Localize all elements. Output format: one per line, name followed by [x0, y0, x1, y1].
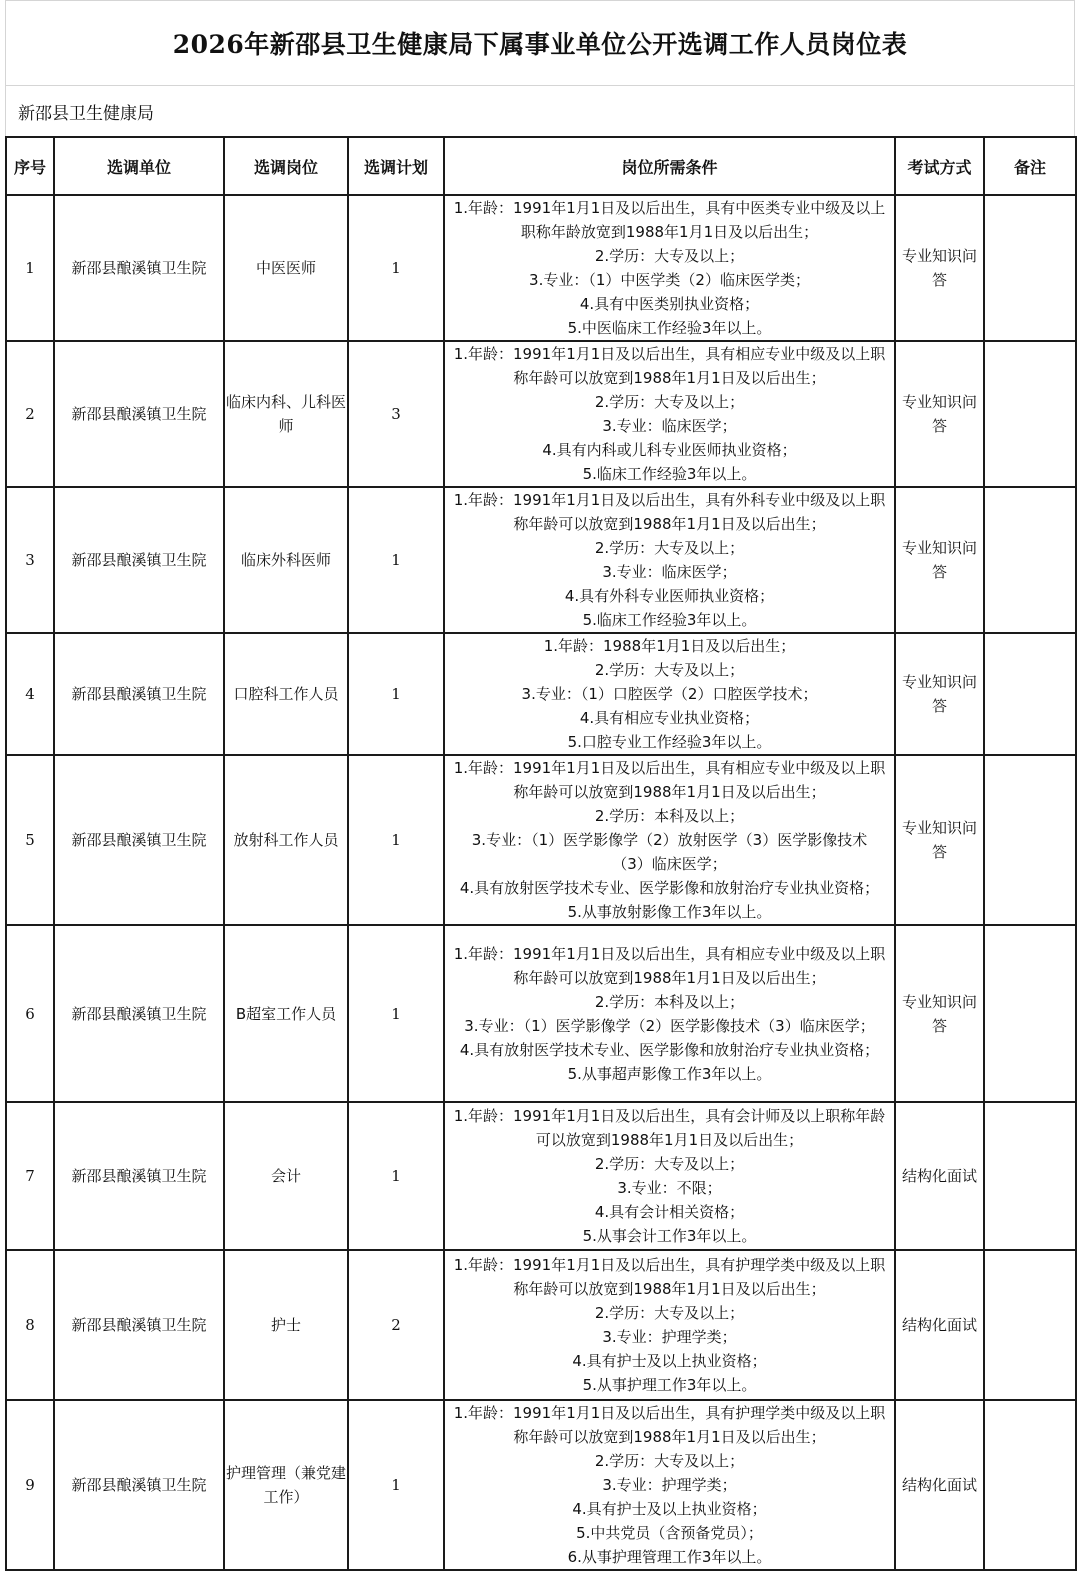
condition-line: 称年龄可以放宽到1988年1月1日及以后出生； — [513, 369, 826, 387]
condition-line: 1.年龄：1991年1月1日及以后出生，具有会计师及以上职称年龄 — [453, 1107, 886, 1125]
row-plan: 2 — [348, 1250, 444, 1400]
condition-line: 1.年龄：1991年1月1日及以后出生，具有外科专业中级及以上职 — [453, 491, 886, 509]
condition-line: 4.具有中医类别执业资格； — [579, 295, 760, 313]
row-remark — [984, 633, 1076, 755]
row-conditions — [444, 755, 895, 925]
condition-line: 5.口腔专业工作经验3年以上。 — [567, 733, 772, 751]
header-seq: 序号 — [6, 137, 54, 195]
table-row — [6, 1102, 1076, 1250]
table-row — [6, 487, 1076, 633]
condition-line: 3.专业：临床医学； — [602, 417, 737, 435]
row-position: 护理管理（兼党建工作） — [224, 1400, 348, 1570]
condition-line: 5.临床工作经验3年以上。 — [582, 465, 757, 483]
row-exam: 专业知识问答 — [895, 195, 984, 341]
table-row — [6, 755, 1076, 925]
condition-line: 2.学历：大专及以上； — [594, 1155, 745, 1173]
row-seq: 6 — [6, 925, 54, 1102]
table-row — [6, 341, 1076, 487]
row-unit: 新邵县酿溪镇卫生院 — [54, 1102, 224, 1250]
row-position: 中医医师 — [224, 195, 348, 341]
condition-line: 称年龄可以放宽到1988年1月1日及以后出生； — [513, 515, 826, 533]
row-conditions — [444, 1400, 895, 1570]
condition-line: 2.学历：大专及以上； — [594, 247, 745, 265]
condition-line: 职称年龄放宽到1988年1月1日及以后出生； — [520, 223, 819, 241]
row-unit: 新邵县酿溪镇卫生院 — [54, 341, 224, 487]
row-conditions — [444, 1102, 895, 1250]
row-seq: 3 — [6, 487, 54, 633]
condition-line: 3.专业：不限； — [617, 1179, 722, 1197]
row-plan: 1 — [348, 755, 444, 925]
condition-line: 3.专业：（1）医学影像学（2）放射医学（3）医学影像技术 — [471, 831, 868, 849]
document-title: 2026年新邵县卫生健康局下属事业单位公开选调工作人员岗位表 — [5, 0, 1075, 86]
table-row — [6, 195, 1076, 341]
row-position: 护士 — [224, 1250, 348, 1400]
row-exam: 专业知识问答 — [895, 341, 984, 487]
condition-line: 1.年龄：1991年1月1日及以后出生，具有相应专业中级及以上职 — [453, 759, 886, 777]
condition-line: 2.学历：本科及以上； — [594, 807, 745, 825]
row-unit: 新邵县酿溪镇卫生院 — [54, 755, 224, 925]
condition-line: 1.年龄：1991年1月1日及以后出生，具有相应专业中级及以上职 — [453, 944, 886, 963]
row-exam: 专业知识问答 — [895, 925, 984, 1102]
row-seq: 4 — [6, 633, 54, 755]
job-table-sheet — [5, 0, 1075, 1564]
condition-line: 称年龄可以放宽到1988年1月1日及以后出生； — [513, 783, 826, 801]
condition-line: 5.从事超声影像工作3年以上。 — [567, 1064, 772, 1083]
condition-line: 3.专业：临床医学； — [602, 563, 737, 581]
table-row — [6, 925, 1076, 1102]
row-remark — [984, 195, 1076, 341]
row-unit: 新邵县酿溪镇卫生院 — [54, 1250, 224, 1400]
row-remark — [984, 487, 1076, 633]
row-conditions — [444, 1250, 895, 1400]
header-conditions: 岗位所需条件 — [444, 137, 895, 195]
header-unit: 选调单位 — [54, 137, 224, 195]
row-plan: 1 — [348, 1102, 444, 1250]
row-seq: 8 — [6, 1250, 54, 1400]
row-exam: 结构化面试 — [895, 1102, 984, 1250]
row-conditions — [444, 195, 895, 341]
row-position: 口腔科工作人员 — [224, 633, 348, 755]
condition-line: 1.年龄：1991年1月1日及以后出生，具有护理学类中级及以上职 — [453, 1404, 886, 1422]
condition-line: 4.具有外科专业医师执业资格； — [564, 587, 775, 605]
row-seq: 7 — [6, 1102, 54, 1250]
row-seq: 5 — [6, 755, 54, 925]
condition-line: 4.具有放射医学技术专业、医学影像和放射治疗专业执业资格； — [459, 879, 880, 897]
row-remark — [984, 1102, 1076, 1250]
row-exam: 专业知识问答 — [895, 487, 984, 633]
condition-line: 3.专业：（1）口腔医学（2）口腔医学技术； — [521, 685, 818, 703]
condition-line: 称年龄可以放宽到1988年1月1日及以后出生； — [513, 1280, 826, 1298]
condition-line: 3.专业：护理学类； — [602, 1476, 737, 1494]
condition-line: 5.中医临床工作经验3年以上。 — [567, 319, 772, 337]
header-exam: 考试方式 — [895, 137, 984, 195]
table-row — [6, 1400, 1076, 1570]
row-conditions — [444, 925, 895, 1102]
row-plan: 1 — [348, 487, 444, 633]
row-plan: 1 — [348, 1400, 444, 1570]
header-position: 选调岗位 — [224, 137, 348, 195]
condition-line: 5.从事会计工作3年以上。 — [582, 1227, 757, 1245]
condition-line: 2.学历：大专及以上； — [594, 393, 745, 411]
condition-line: 3.专业：护理学类； — [602, 1328, 737, 1346]
condition-line: 2.学历：大专及以上； — [594, 661, 745, 679]
row-unit: 新邵县酿溪镇卫生院 — [54, 633, 224, 755]
condition-line: 4.具有会计相关资格； — [594, 1203, 745, 1221]
condition-line: 1.年龄：1991年1月1日及以后出生，具有相应专业中级及以上职 — [453, 345, 886, 363]
condition-line: 称年龄可以放宽到1988年1月1日及以后出生； — [513, 968, 826, 987]
condition-line: 6.从事护理管理工作3年以上。 — [567, 1548, 772, 1566]
condition-line: 3.专业：（1）中医学类（2）临床医学类； — [529, 271, 810, 289]
condition-line: 5.从事放射影像工作3年以上。 — [567, 903, 772, 921]
row-plan: 1 — [348, 195, 444, 341]
condition-line: 1.年龄：1991年1月1日及以后出生，具有中医类专业中级及以上 — [453, 199, 886, 217]
row-remark — [984, 925, 1076, 1102]
condition-line: 5.中共党员（含预备党员）； — [576, 1524, 763, 1542]
row-exam: 专业知识问答 — [895, 755, 984, 925]
condition-line: 5.从事护理工作3年以上。 — [582, 1376, 757, 1394]
condition-line: 4.具有相应专业执业资格； — [579, 709, 760, 727]
row-exam: 结构化面试 — [895, 1400, 984, 1570]
row-position: 临床外科医师 — [224, 487, 348, 633]
row-seq: 2 — [6, 341, 54, 487]
header-plan: 选调计划 — [348, 137, 444, 195]
table-header-row — [6, 137, 1076, 195]
table-row — [6, 1250, 1076, 1400]
row-unit: 新邵县酿溪镇卫生院 — [54, 195, 224, 341]
row-position: 会计 — [224, 1102, 348, 1250]
positions-table — [5, 136, 1077, 1571]
row-seq: 1 — [6, 195, 54, 341]
header-remark: 备注 — [984, 137, 1076, 195]
row-unit: 新邵县酿溪镇卫生院 — [54, 487, 224, 633]
row-position: B超室工作人员 — [224, 925, 348, 1102]
condition-line: 4.具有内科或儿科专业医师执业资格； — [542, 441, 797, 459]
condition-line: 3.专业：（1）医学影像学（2）医学影像技术（3）临床医学； — [464, 1016, 875, 1035]
condition-line: （3）临床医学； — [612, 855, 727, 873]
row-remark — [984, 1400, 1076, 1570]
row-unit: 新邵县酿溪镇卫生院 — [54, 925, 224, 1102]
row-remark — [984, 755, 1076, 925]
row-remark — [984, 1250, 1076, 1400]
row-conditions — [444, 487, 895, 633]
condition-line: 1.年龄：1991年1月1日及以后出生，具有护理学类中级及以上职 — [453, 1256, 886, 1274]
condition-line: 2.学历：本科及以上； — [594, 992, 745, 1011]
condition-line: 4.具有放射医学技术专业、医学影像和放射治疗专业执业资格； — [459, 1040, 880, 1059]
row-unit: 新邵县酿溪镇卫生院 — [54, 1400, 224, 1570]
row-exam: 专业知识问答 — [895, 633, 984, 755]
condition-line: 4.具有护士及以上执业资格； — [572, 1352, 767, 1370]
row-remark — [984, 341, 1076, 487]
condition-line: 2.学历：大专及以上； — [594, 1304, 745, 1322]
condition-line: 2.学历：大专及以上； — [594, 539, 745, 557]
row-plan: 3 — [348, 341, 444, 487]
row-position: 放射科工作人员 — [224, 755, 348, 925]
condition-line: 称年龄可以放宽到1988年1月1日及以后出生； — [513, 1428, 826, 1446]
row-exam: 结构化面试 — [895, 1250, 984, 1400]
row-conditions — [444, 633, 895, 755]
condition-line: 5.临床工作经验3年以上。 — [582, 611, 757, 629]
row-plan: 1 — [348, 633, 444, 755]
condition-line: 2.学历：大专及以上； — [594, 1452, 745, 1470]
condition-line: 1.年龄：1988年1月1日及以后出生； — [543, 637, 796, 655]
condition-line: 4.具有护士及以上执业资格； — [572, 1500, 767, 1518]
row-position: 临床内科、儿科医师 — [224, 341, 348, 487]
organization-name: 新邵县卫生健康局 — [5, 86, 1075, 136]
row-plan: 1 — [348, 925, 444, 1102]
condition-line: 可以放宽到1988年1月1日及以后出生； — [535, 1131, 804, 1149]
row-seq: 9 — [6, 1400, 54, 1570]
table-row — [6, 633, 1076, 755]
row-conditions — [444, 341, 895, 487]
